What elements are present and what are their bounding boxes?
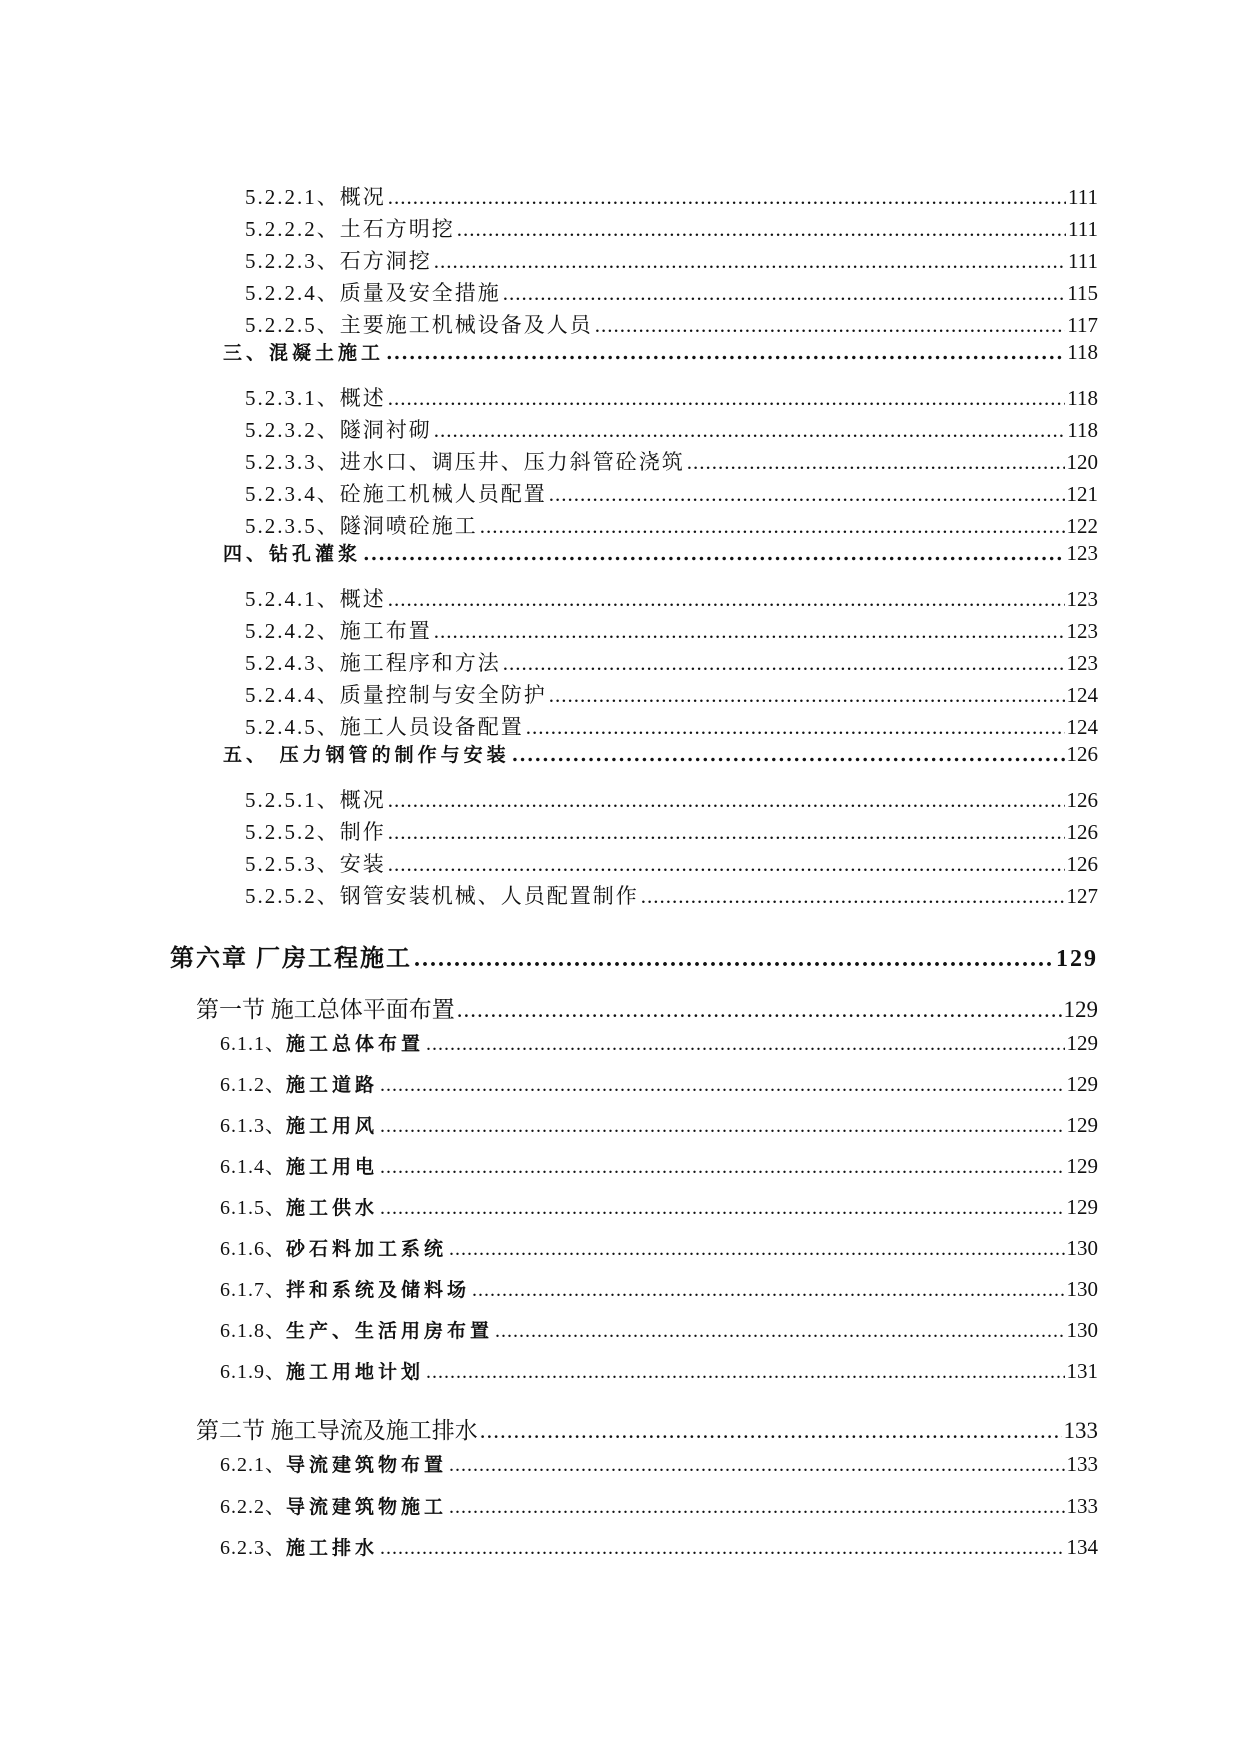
toc-leader-dots: [363, 543, 1064, 565]
toc-entry[interactable]: [220, 1273, 1098, 1302]
toc-leader-dots: [687, 450, 1065, 475]
toc-page-number: 127: [1066, 884, 1098, 908]
toc-page-number: 123: [1066, 541, 1098, 565]
toc-leader-dots: [641, 884, 1065, 909]
toc-page-number: 118: [1067, 418, 1098, 442]
toc-page-number: 117: [1067, 313, 1098, 337]
toc-leader-dots: [449, 1454, 1064, 1477]
toc-entry-label: 5.2.2.3、石方洞挖: [245, 249, 432, 273]
toc-page-number: 115: [1067, 281, 1098, 305]
toc-entry-text: 施工道路: [286, 1074, 379, 1096]
toc-entry[interactable]: [245, 382, 1098, 412]
toc-entry[interactable]: [245, 880, 1098, 910]
toc-entry-text: 施工排水: [286, 1537, 379, 1559]
toc-page-number: 129: [1066, 1072, 1098, 1096]
toc-page-number: 133: [1066, 1452, 1098, 1476]
toc-entry[interactable]: [220, 1109, 1098, 1138]
toc-entry-label: 5.2.3.5、隧洞喷砼施工: [245, 514, 478, 538]
toc-page-number: 129: [1066, 1195, 1098, 1219]
toc-entry-text: 导流建筑物布置: [286, 1454, 448, 1476]
toc-page-number: 126: [1066, 742, 1098, 766]
toc-page-number: 122: [1066, 514, 1098, 538]
toc-entry[interactable]: [245, 583, 1098, 613]
toc-entry[interactable]: [220, 1531, 1098, 1560]
toc-page-number: 123: [1066, 587, 1098, 611]
toc-entry-label: [220, 1314, 493, 1343]
toc-leader-dots: [388, 820, 1065, 845]
toc-page-number: 124: [1066, 715, 1098, 739]
toc-leader-dots: [480, 1418, 1062, 1444]
toc-leader-dots: [434, 418, 1066, 443]
toc-jie-label: 第一节 施工总体平面布置: [196, 997, 455, 1022]
toc-entry-label: [220, 1355, 424, 1384]
toc-entry[interactable]: [245, 615, 1098, 645]
toc-page-number: 133: [1063, 1418, 1098, 1443]
toc-page-number: 111: [1068, 249, 1098, 273]
toc-page-number: 111: [1068, 185, 1098, 209]
toc-entry-label: [220, 1068, 378, 1097]
toc-page-number: 129: [1066, 1031, 1098, 1055]
toc-entry-label: [220, 1191, 378, 1220]
toc-entry[interactable]: [245, 784, 1098, 814]
toc-page-number: 130: [1066, 1236, 1098, 1260]
toc-leader-dots: [414, 946, 1054, 973]
toc-leader-dots: [472, 1279, 1064, 1302]
toc-section-entry[interactable]: [223, 338, 1098, 365]
toc-entry[interactable]: [220, 1232, 1098, 1261]
toc-leader-dots: [388, 185, 1066, 210]
toc-entry[interactable]: [245, 181, 1098, 211]
toc-entry-label: 5.2.2.5、主要施工机械设备及人员: [245, 313, 593, 337]
toc-leader-dots: [388, 852, 1065, 877]
toc-page-number: 129: [1066, 1154, 1098, 1178]
toc-leader-dots: [380, 1156, 1064, 1179]
toc-entry-number: 6.2.2、: [220, 1496, 286, 1518]
toc-leader-dots: [426, 1361, 1064, 1384]
toc-leader-dots: [503, 651, 1065, 676]
toc-page-number: 118: [1067, 386, 1098, 410]
toc-entry[interactable]: [245, 478, 1098, 508]
toc-entry[interactable]: [220, 1027, 1098, 1056]
toc-entry-label: [220, 1490, 447, 1519]
toc-entry[interactable]: [220, 1150, 1098, 1179]
toc-chapter-entry[interactable]: [170, 938, 1098, 973]
toc-leader-dots: [480, 514, 1065, 539]
toc-page-number: 123: [1066, 619, 1098, 643]
toc-leader-dots: [549, 482, 1065, 507]
toc-entry[interactable]: [220, 1314, 1098, 1343]
toc-page-number: 129: [1066, 1113, 1098, 1137]
toc-entry-text: 砂石料加工系统: [286, 1238, 448, 1260]
toc-entry-label: 5.2.3.4、砼施工机械人员配置: [245, 482, 547, 506]
toc-entry[interactable]: [245, 647, 1098, 677]
toc-entry[interactable]: [245, 414, 1098, 444]
toc-leader-dots: [449, 1238, 1064, 1261]
toc-page-number: 131: [1066, 1359, 1098, 1383]
toc-leader-dots: [526, 715, 1065, 740]
toc-page-number: 118: [1067, 340, 1098, 364]
toc-page-number: 123: [1066, 651, 1098, 675]
toc-entry[interactable]: [245, 510, 1098, 540]
toc-entry-text: 施工总体布置: [286, 1033, 425, 1055]
toc-entry[interactable]: [220, 1355, 1098, 1384]
toc-jie-entry[interactable]: [196, 991, 1098, 1024]
toc-entry-label: 5.2.3.2、隧洞衬砌: [245, 418, 432, 442]
toc-entry[interactable]: [220, 1191, 1098, 1220]
toc-leader-dots: [512, 744, 1065, 766]
toc-entry-number: 6.1.9、: [220, 1361, 286, 1383]
toc-entry-label: 5.2.3.3、进水口、调压井、压力斜管砼浇筑: [245, 450, 685, 474]
toc-entry-number: 6.1.7、: [220, 1279, 286, 1301]
toc-section-label: 三、混凝土施工: [223, 342, 385, 364]
toc-entry[interactable]: [245, 816, 1098, 846]
toc-entry[interactable]: [245, 848, 1098, 878]
toc-entry-text: 施工用电: [286, 1156, 379, 1178]
toc-leader-dots: [449, 1496, 1064, 1519]
toc-leader-dots: [434, 249, 1066, 274]
toc-leader-dots: [380, 1115, 1064, 1138]
toc-entry[interactable]: [220, 1490, 1098, 1519]
toc-leader-dots: [595, 313, 1066, 338]
toc-entry[interactable]: [245, 446, 1098, 476]
toc-entry-text: 施工供水: [286, 1197, 379, 1219]
toc-entry-label: 5.2.4.4、质量控制与安全防护: [245, 683, 547, 707]
toc-page-number: 124: [1066, 683, 1098, 707]
toc-page-number: 120: [1066, 450, 1098, 474]
toc-page-number: 126: [1066, 788, 1098, 812]
toc-entry-number: 6.1.2、: [220, 1074, 286, 1096]
toc-entry-label: 5.2.5.2、制作: [245, 820, 386, 844]
toc-chapter-label: 第六章 厂房工程施工: [170, 946, 412, 972]
toc-entry-label: 5.2.5.3、安装: [245, 852, 386, 876]
toc-entry-label: [220, 1448, 447, 1477]
toc-leader-dots: [426, 1033, 1064, 1056]
toc-entry[interactable]: [220, 1448, 1098, 1477]
toc-entry-label: 5.2.4.3、施工程序和方法: [245, 651, 501, 675]
toc-entry-label: 5.2.5.1、概况: [245, 788, 386, 812]
toc-section-label: 五、 压力钢管的制作与安装: [223, 744, 510, 766]
toc-entry-label: 5.2.2.2、土石方明挖: [245, 217, 455, 241]
toc-page-number: 130: [1066, 1277, 1098, 1301]
toc-page-number: 121: [1066, 482, 1098, 506]
toc-entry-text: 生产、生活用房布置: [286, 1320, 494, 1342]
toc-page-number: 111: [1068, 217, 1098, 241]
toc-entry-text: 施工用地计划: [286, 1361, 425, 1383]
toc-entry-number: 6.2.1、: [220, 1454, 286, 1476]
toc-entry-label: 5.2.2.1、概况: [245, 185, 386, 209]
toc-section-label: 四、钻孔灌浆: [223, 543, 362, 565]
toc-entry-label: 5.2.3.1、概述: [245, 386, 386, 410]
toc-leader-dots: [380, 1074, 1064, 1097]
toc-page-number: 129: [1056, 946, 1098, 972]
toc-leader-dots: [386, 342, 1065, 364]
toc-entry-text: 导流建筑物施工: [286, 1496, 448, 1518]
toc-entry[interactable]: [245, 711, 1098, 741]
toc-leader-dots: [388, 587, 1065, 612]
toc-entry-label: 5.2.2.4、质量及安全措施: [245, 281, 501, 305]
toc-entry-label: [220, 1150, 378, 1179]
toc-entry-number: 6.1.5、: [220, 1197, 286, 1219]
toc-entry-label: [220, 1027, 424, 1056]
toc-leader-dots: [549, 683, 1065, 708]
toc-entry-number: 6.1.3、: [220, 1115, 286, 1137]
toc-page-number: 134: [1066, 1535, 1098, 1559]
toc-leader-dots: [503, 281, 1066, 306]
toc-section-entry[interactable]: [223, 539, 1098, 566]
toc-entry[interactable]: [245, 679, 1098, 709]
toc-entry-label: 5.2.4.2、施工布置: [245, 619, 432, 643]
toc-entry-label: 5.2.5.2、钢管安装机械、人员配置制作: [245, 884, 639, 908]
toc-page-number: 126: [1066, 852, 1098, 876]
toc-entry-label: [220, 1232, 447, 1261]
toc-entry-label: 5.2.4.1、概述: [245, 587, 386, 611]
toc-entry[interactable]: [245, 245, 1098, 275]
toc-entry-label: [220, 1109, 378, 1138]
toc-entry-number: 6.1.1、: [220, 1033, 286, 1055]
toc-entry-text: 施工用风: [286, 1115, 379, 1137]
toc-page-number: 126: [1066, 820, 1098, 844]
toc-section-entry[interactable]: [223, 740, 1098, 767]
toc-leader-dots: [388, 788, 1065, 813]
toc-entry-number: 6.1.6、: [220, 1238, 286, 1260]
toc-entry[interactable]: [220, 1068, 1098, 1097]
toc-leader-dots: [457, 217, 1066, 242]
toc-jie-label: 第二节 施工导流及施工排水: [196, 1418, 478, 1443]
toc-entry-number: 6.1.8、: [220, 1320, 286, 1342]
toc-entry-label: [220, 1273, 470, 1302]
toc-entry[interactable]: [245, 309, 1098, 339]
toc-entry-number: 6.2.3、: [220, 1537, 286, 1559]
toc-leader-dots: [495, 1320, 1064, 1343]
toc-entry-text: 拌和系统及储料场: [286, 1279, 471, 1301]
toc-leader-dots: [388, 386, 1066, 411]
toc-page-number: 133: [1066, 1494, 1098, 1518]
toc-leader-dots: [380, 1197, 1064, 1220]
toc-leader-dots: [457, 997, 1062, 1023]
toc-entry[interactable]: [245, 213, 1098, 243]
toc-entry-number: 6.1.4、: [220, 1156, 286, 1178]
toc-jie-entry[interactable]: [196, 1412, 1098, 1445]
toc-entry-label: [220, 1531, 378, 1560]
toc-leader-dots: [380, 1537, 1064, 1560]
toc-entry-label: 5.2.4.5、施工人员设备配置: [245, 715, 524, 739]
toc-page-number: 130: [1066, 1318, 1098, 1342]
toc-page-number: 129: [1063, 997, 1098, 1022]
toc-entry[interactable]: [245, 277, 1098, 307]
toc-leader-dots: [434, 619, 1065, 644]
